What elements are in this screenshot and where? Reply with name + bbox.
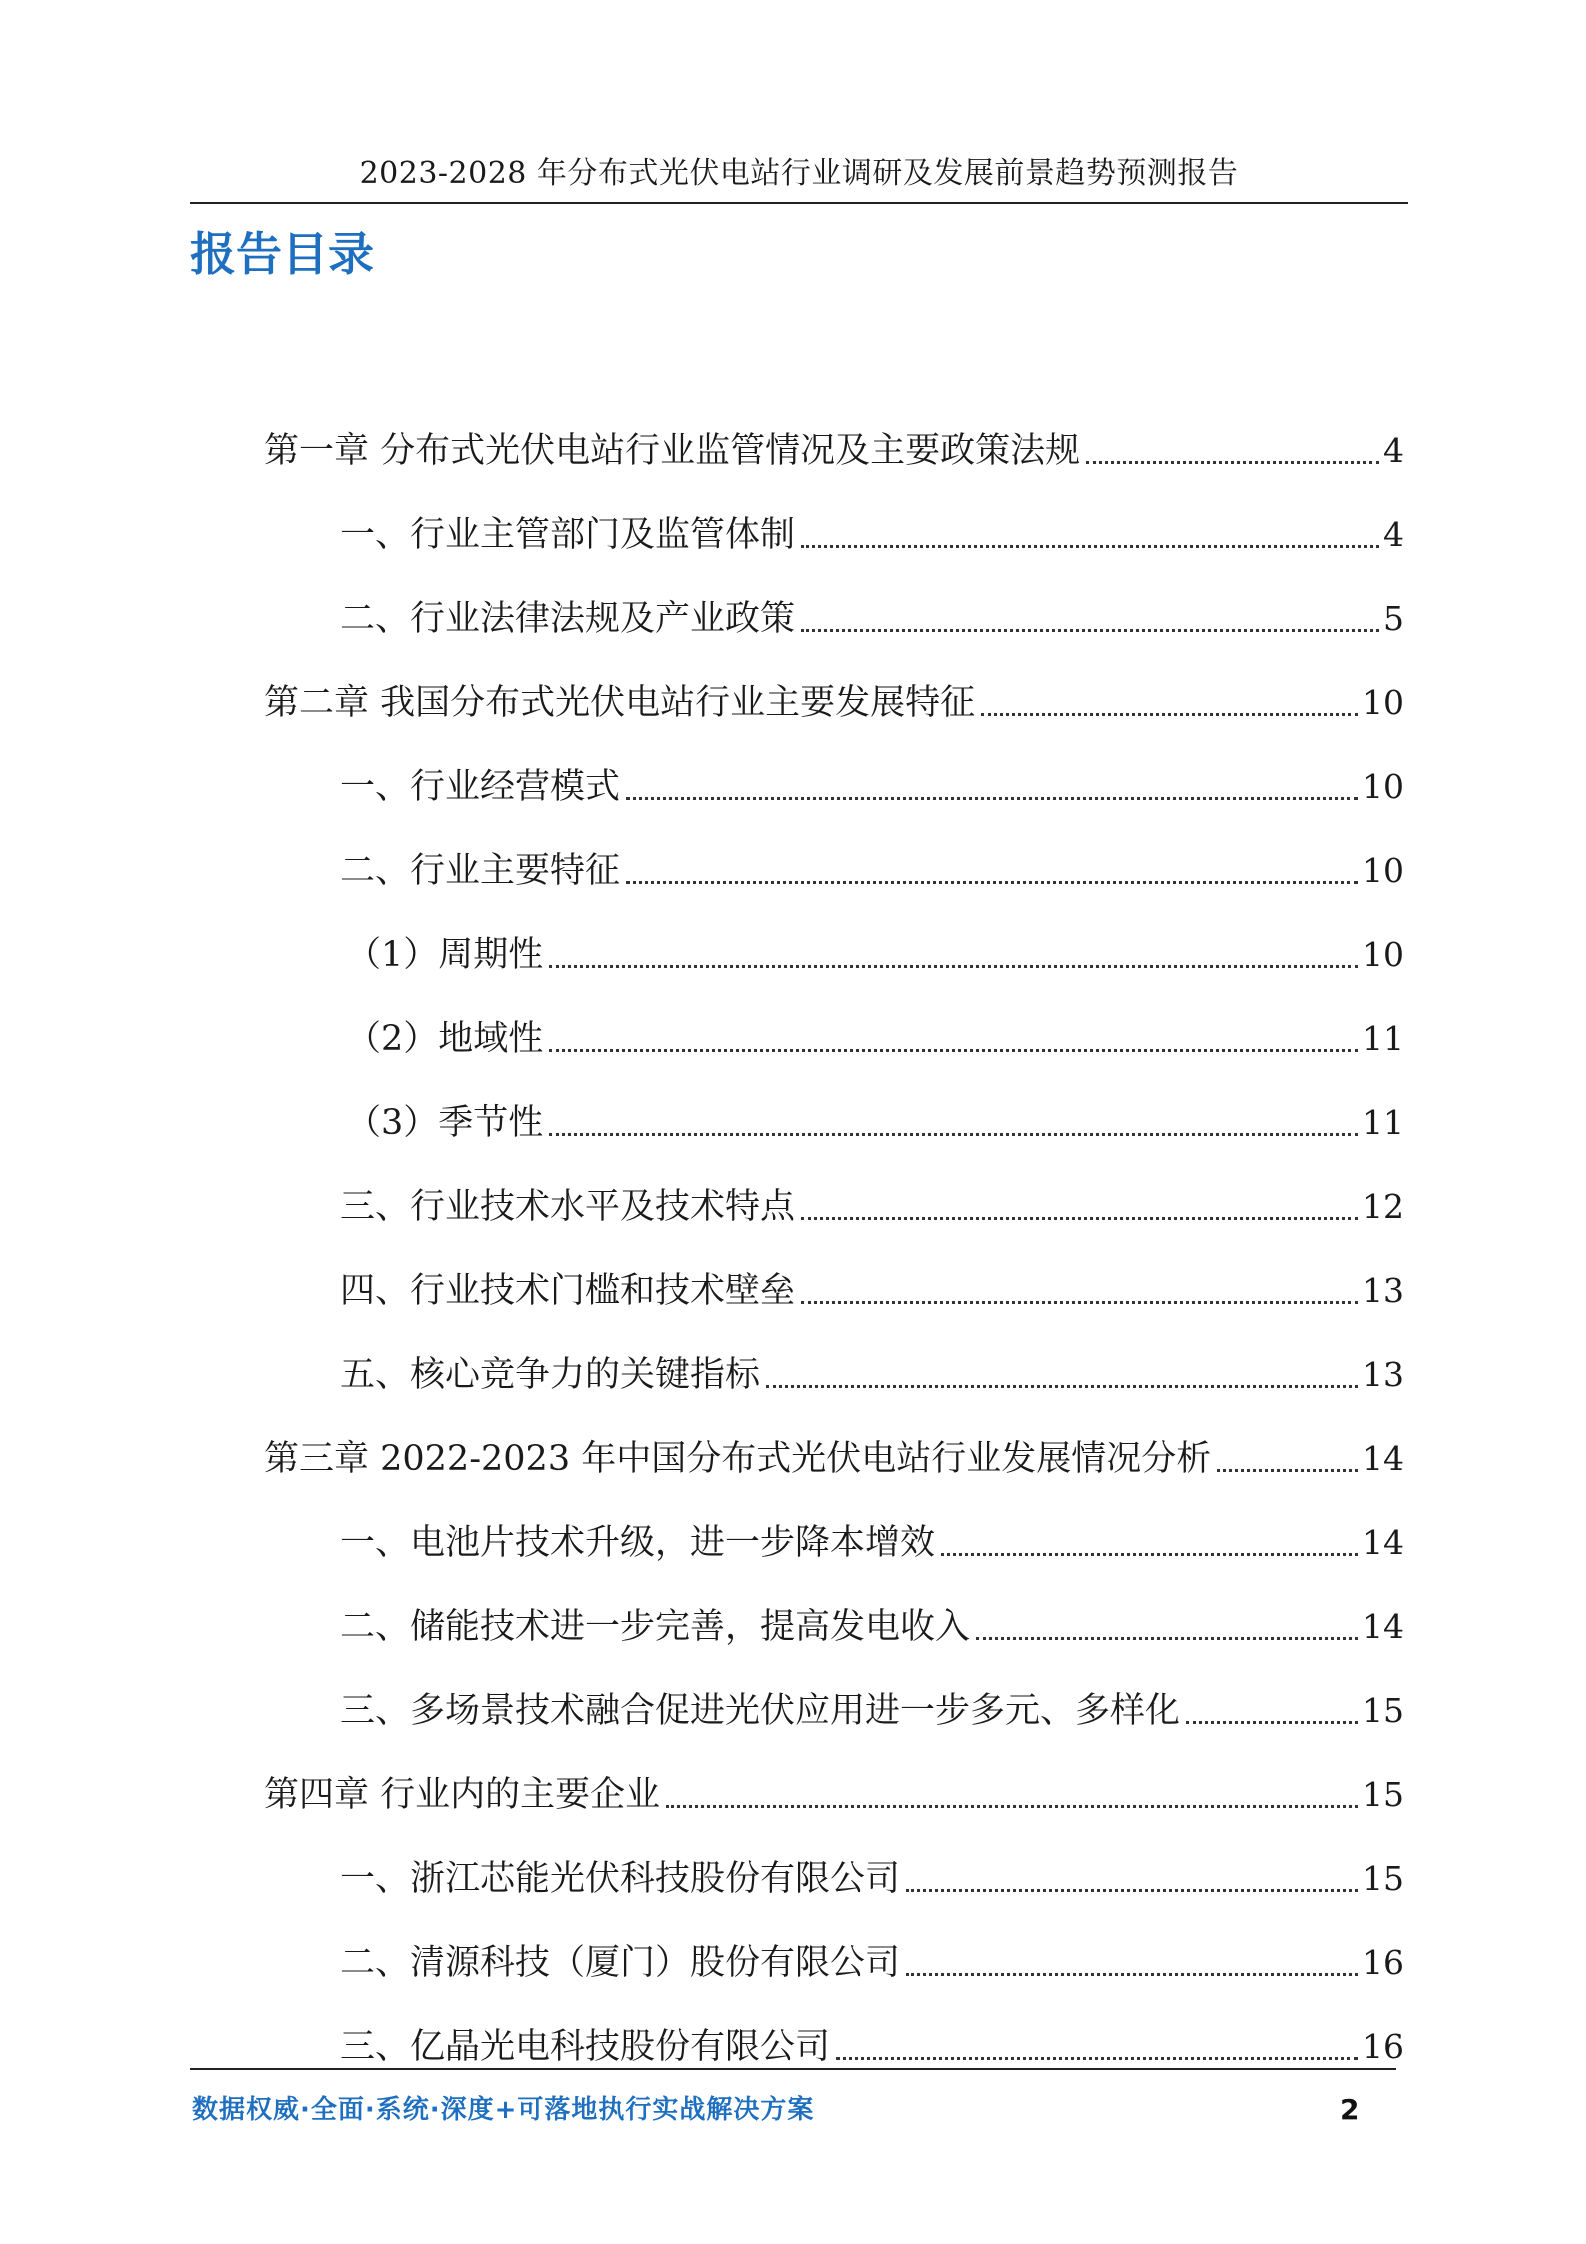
toc-dot-leader [981,712,1358,716]
toc-dot-leader [1186,1720,1358,1724]
toc-entry-page: 10 [1362,851,1404,890]
toc-entry-text: 二、清源科技（厦门）股份有限公司 [340,1943,901,1983]
toc-entry[interactable] [264,978,1404,1062]
toc-entry-page: 10 [1362,935,1404,974]
toc-dot-leader [766,1384,1358,1388]
toc-entry-page: 4 [1383,515,1404,554]
toc-entry-text: 三、亿晶光电科技股份有限公司 [340,2027,831,2067]
toc-entry-text: 二、行业法律法规及产业政策 [340,599,796,639]
toc-entry[interactable] [264,642,1404,726]
toc-dot-leader [801,628,1379,632]
toc-entry-page: 14 [1362,1523,1404,1562]
toc-entry[interactable] [264,1650,1404,1734]
toc-heading: 报告目录 [190,227,374,281]
toc-entry[interactable] [264,894,1404,978]
toc-entry[interactable] [264,390,1404,474]
toc-entry[interactable] [264,1146,1404,1230]
toc-entry-page: 11 [1362,1019,1404,1058]
toc-dot-leader [666,1804,1358,1808]
toc-entry[interactable] [264,1902,1404,1986]
toc-dot-leader [549,1048,1358,1052]
toc-entry-page: 4 [1383,431,1404,470]
toc-entry-page: 14 [1362,1607,1404,1646]
toc-dot-leader [1086,460,1379,464]
page-number: 2 [1340,2093,1360,2126]
toc-entry-text: 三、多场景技术融合促进光伏应用进一步多元、多样化 [340,1691,1181,1731]
toc-entry-text: 二、储能技术进一步完善，提高发电收入 [340,1607,971,1647]
footer-divider [190,2068,1396,2070]
toc-dot-leader [941,1552,1358,1556]
toc-dot-leader [801,1300,1358,1304]
toc-entry-text: 一、行业主管部门及监管体制 [340,515,796,555]
toc-entry[interactable] [264,810,1404,894]
toc-dot-leader [549,1132,1358,1136]
toc-entry-page: 15 [1362,1859,1404,1898]
footer-slogan: 数据权威·全面·系统·深度+可落地执行实战解决方案 [192,2095,815,2125]
toc-entry-page: 12 [1362,1187,1404,1226]
toc-entry-page: 14 [1362,1439,1404,1478]
toc-dot-leader [549,964,1358,968]
toc-entry-page: 16 [1362,2027,1404,2066]
toc-entry[interactable] [264,1062,1404,1146]
toc-dot-leader [1217,1468,1358,1472]
toc-entry[interactable] [264,474,1404,558]
toc-entry-text: （2）地域性 [346,1019,544,1059]
toc-entry-text: 第四章 行业内的主要企业 [264,1775,661,1815]
toc-entry-page: 5 [1383,599,1404,638]
toc-entry-page: 16 [1362,1943,1404,1982]
toc-entry[interactable] [264,1818,1404,1902]
toc-entry[interactable] [264,558,1404,642]
toc-dot-leader [906,1888,1358,1892]
toc-entry-text: 一、浙江芯能光伏科技股份有限公司 [340,1859,901,1899]
toc-entry[interactable] [264,1734,1404,1818]
toc-entry-page: 13 [1362,1271,1404,1310]
toc-entry-text: 第二章 我国分布式光伏电站行业主要发展特征 [264,683,976,723]
toc-entry[interactable] [264,1314,1404,1398]
toc-entry-text: 五、核心竞争力的关键指标 [340,1355,761,1395]
toc-entry[interactable] [264,1566,1404,1650]
toc-entry-text: 一、行业经营模式 [340,767,621,807]
toc-entry[interactable] [264,1230,1404,1314]
toc-dot-leader [976,1636,1358,1640]
toc-entry-text: 一、电池片技术升级，进一步降本增效 [340,1523,936,1563]
toc-dot-leader [626,880,1358,884]
toc-entry-page: 10 [1362,683,1404,722]
toc-entry-text: （3）季节性 [346,1103,544,1143]
table-of-contents [264,390,1404,2070]
toc-dot-leader [801,1216,1358,1220]
toc-entry-text: 二、行业主要特征 [340,851,621,891]
page-header [190,150,1408,204]
report-title-header: 2023-2028 年分布式光伏电站行业调研及发展前景趋势预测报告 [359,156,1239,191]
toc-entry[interactable] [264,1482,1404,1566]
toc-entry-text: 第三章 2022-2023 年中国分布式光伏电站行业发展情况分析 [264,1439,1212,1479]
toc-entry[interactable] [264,726,1404,810]
toc-entry-text: 四、行业技术门槛和技术壁垒 [340,1271,796,1311]
toc-entry-text: 三、行业技术水平及技术特点 [340,1187,796,1227]
toc-entry-page: 15 [1362,1775,1404,1814]
toc-entry-text: 第一章 分布式光伏电站行业监管情况及主要政策法规 [264,431,1081,471]
toc-entry-page: 10 [1362,767,1404,806]
toc-entry[interactable] [264,1986,1404,2070]
toc-dot-leader [836,2056,1358,2060]
toc-entry-page: 15 [1362,1691,1404,1730]
toc-dot-leader [801,544,1379,548]
toc-entry-page: 13 [1362,1355,1404,1394]
toc-entry[interactable] [264,1398,1404,1482]
toc-dot-leader [626,796,1358,800]
toc-dot-leader [906,1972,1358,1976]
toc-entry-page: 11 [1362,1103,1404,1142]
toc-entry-text: （1）周期性 [346,935,544,975]
